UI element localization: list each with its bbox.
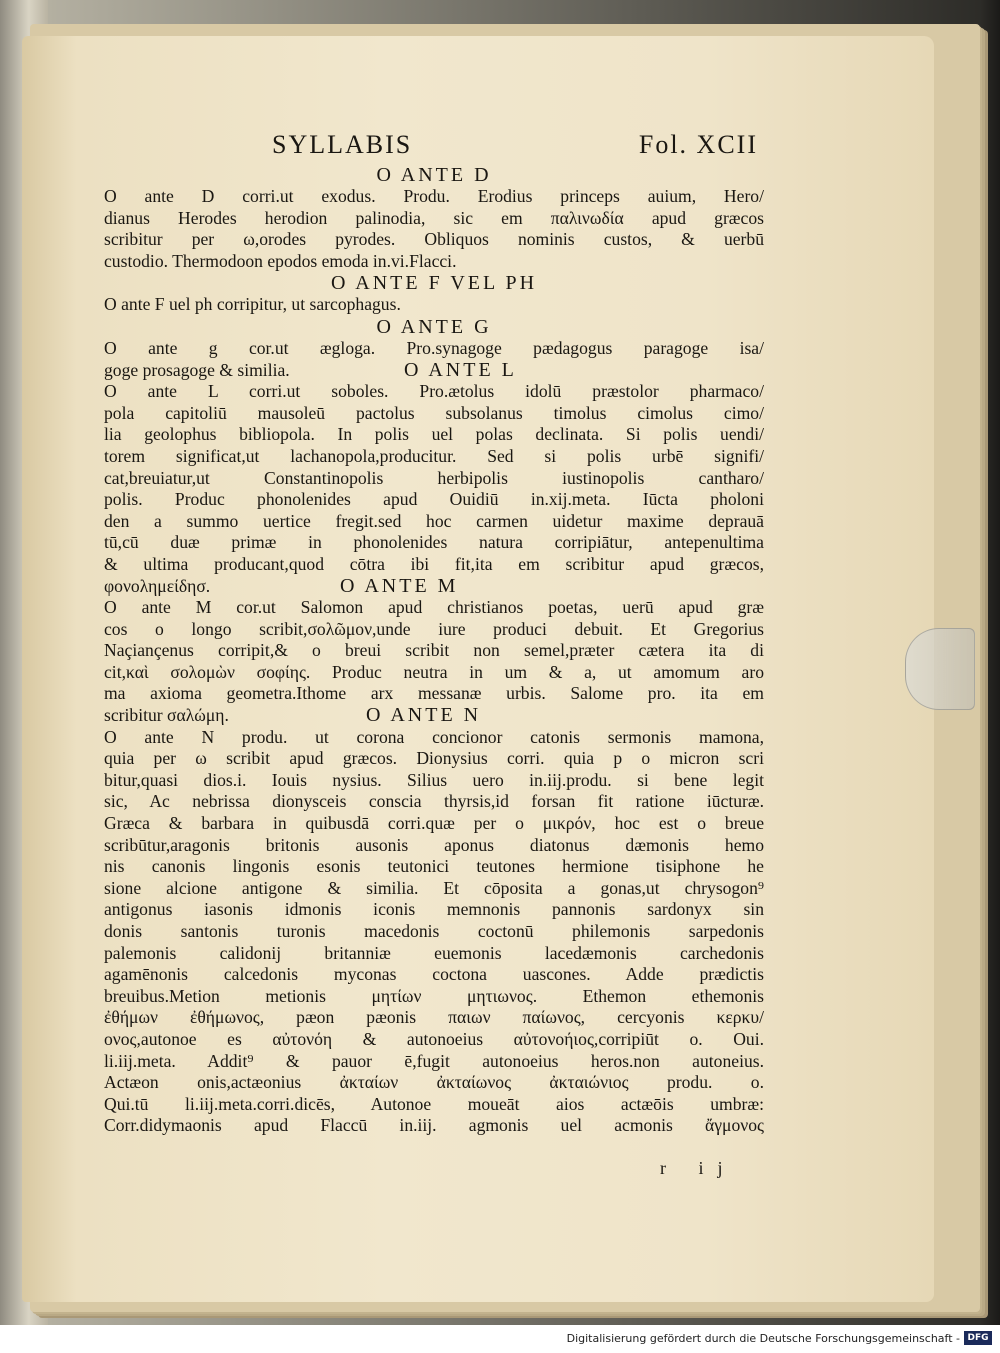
dfg-logo[interactable]: DFG — [964, 1331, 992, 1345]
text-line: O ante g cor.ut ægloga. Pro.synagoge pædagogus paragoge isa/ — [104, 337, 764, 358]
text-line: li.iij.meta. Addit⁹ & pauor ē,fugit autonoeius heros.non autoneius. — [104, 1050, 764, 1071]
text-line: antigonus iasonis idmonis iconis memnonis pannonis sardonyx sin — [104, 899, 764, 920]
section-heading: O ANTE N — [366, 704, 482, 727]
funding-credit: Digitalisierung gefördert durch die Deutsche Forschungsgemeinschaft - — [566, 1332, 960, 1345]
text-line: ἐθήμων ἐθήμωνος, pæon pæonis παιων παίωνος, cercyonis κερκυ/ — [104, 1007, 764, 1028]
text-line: dianus Herodes herodion palinodia, sic em παλινωδία apud græcos — [104, 207, 764, 228]
text-line-content: scribitur σαλώμη. — [104, 705, 229, 726]
text-line: sione alcione antigone & similia. Et cōposita a gonas,ut chrysogon⁹ — [104, 877, 764, 898]
folio-number: Fol. XCII — [638, 130, 758, 159]
text-line: breuibus.Metion metionis μητίων μητιωνος. Ethemon ethemonis — [104, 985, 764, 1006]
text-line: sic, Ac nebrissa dionysceis conscia thyrsis,id forsan fit ratione iūcturæ. — [104, 791, 764, 812]
text-line: cit,καὶ σολομὼν σοφίης. Produc neutra in um & a, ut amomum aro — [104, 661, 764, 682]
text-line: Actæon onis,actæonius ἀκταίων ἀκταίωνος ἀκταιώνιος produ. o. — [104, 1072, 764, 1093]
text-line: O ante D corri.ut exodus. Produ. Erodius princeps auium, Hero/ — [104, 186, 764, 206]
page-text — [104, 128, 764, 1137]
section-heading: O ANTE D — [376, 164, 492, 186]
text-line: O ante M cor.ut Salomon apud christianos poetas, uerū apud græ — [104, 597, 764, 618]
text-line: Græca & barbara in quibusdā corri.quæ per ο μικρόν, hoc est o breue — [104, 813, 764, 834]
text-line: donis santonis turonis macedonis coctonū philemonis sarpedonis — [104, 921, 764, 941]
text-line: O ante L corri.ut soboles. Pro.ætolus idolū præstolor pharmaco/ — [104, 381, 764, 402]
text-line: ονος,autonoe es αὐτονόη & autonoeius αὐτονοήιος,corripiūt o. Oui. — [104, 1028, 764, 1049]
footer-bar — [0, 1325, 1000, 1353]
text-line: agamēnonis calcedonis myconas coctona uascones. Adde prædictis — [104, 964, 764, 985]
section-heading: O ANTE G — [376, 315, 492, 338]
text-line: pola capitoliū mausoleū pactolus subsolanus timolus cimolus cimo/ — [104, 402, 764, 423]
section-heading: O ANTE L — [404, 358, 517, 381]
text-line — [104, 705, 764, 727]
running-title: SYLLABIS — [272, 130, 413, 159]
running-header — [104, 128, 764, 164]
text-line: den a summo uertice fregit.sed hoc carmen uidetur maxime deprauā — [104, 510, 764, 531]
text-line: Qui.tū li.iij.meta.corri.dicēs, Autonoe moueāt aios actæōis umbræ: — [104, 1093, 764, 1114]
text-line: cos o longo scribit,σολῶμον,unde iure produci debuit. Et Gregorius — [104, 618, 764, 639]
text-line: scribitur per ω,orodes pyrodes. Obliquos nominis custos, & uerbū — [104, 229, 764, 250]
page-clip — [905, 628, 975, 710]
text-line: custodio. Thermodoon epodos emoda in.vi.Flacci. — [104, 250, 457, 271]
text-line: tū,cū duæ primæ in phonolenides natura corripiātur, antepenultima — [104, 532, 764, 553]
text-line: lia geolophus bibliopola. In polis uel polas declinata. Si polis uendi/ — [104, 424, 764, 445]
text-line: O ante F uel ph corripitur, ut sarcophagus. — [104, 294, 401, 315]
text-line: quia per ω scribit apud græcos. Dionysius corri. quia p o micron scri — [104, 748, 764, 769]
signature-mark: r ij — [660, 1158, 737, 1178]
text-line — [104, 360, 764, 382]
text-line — [104, 576, 764, 598]
text-line: nis canonis lingonis esonis teutonici teutones hermione tisiphone he — [104, 856, 764, 877]
text-line: ma axioma geometra.Ithome arx messanæ urbis. Salome pro. ita em — [104, 683, 764, 704]
text-line: Naçiançenus corripit,& o breui scribit non semel,præter cætera ita di — [104, 640, 764, 661]
text-line: bitur,quasi dios.i. Iouis nysius. Silius uero in.iij.produ. si bene legit — [104, 769, 764, 790]
text-line: polis. Produc phonolenides apud Ouidiū in.xij.meta. Iūcta pholoni — [104, 489, 764, 510]
text-line-content: goge prosagoge & similia. — [104, 359, 290, 380]
section-heading: O ANTE F VEL PH — [330, 272, 538, 295]
section-heading: O ANTE M — [340, 574, 459, 597]
text-line: Corr.didymaonis apud Flaccū in.iij. agmonis uel acmonis ἄγμονος — [104, 1115, 764, 1136]
text-line: torem significat,ut lachanopola,producitur. Sed si polis urbē signifi/ — [104, 445, 764, 466]
text-line-content: φονολημείδησ. — [104, 575, 211, 596]
text-line: cat,breuiatur,ut Constantinopolis herbipolis iustinopolis cantharo/ — [104, 467, 764, 488]
text-line: scribūtur,aragonis britonis ausonis aponus diatonus dæmonis hemo — [104, 834, 764, 855]
text-line: & ultima producant,quod cōtra ibi fit,ita em scribitur apud græcos, — [104, 553, 764, 574]
text-line: palemonis calidonij britanniæ euemonis lacedæmonis carchedonis — [104, 942, 764, 963]
text-line: O ante N produ. ut corona concionor catonis sermonis mamona, — [104, 726, 764, 747]
